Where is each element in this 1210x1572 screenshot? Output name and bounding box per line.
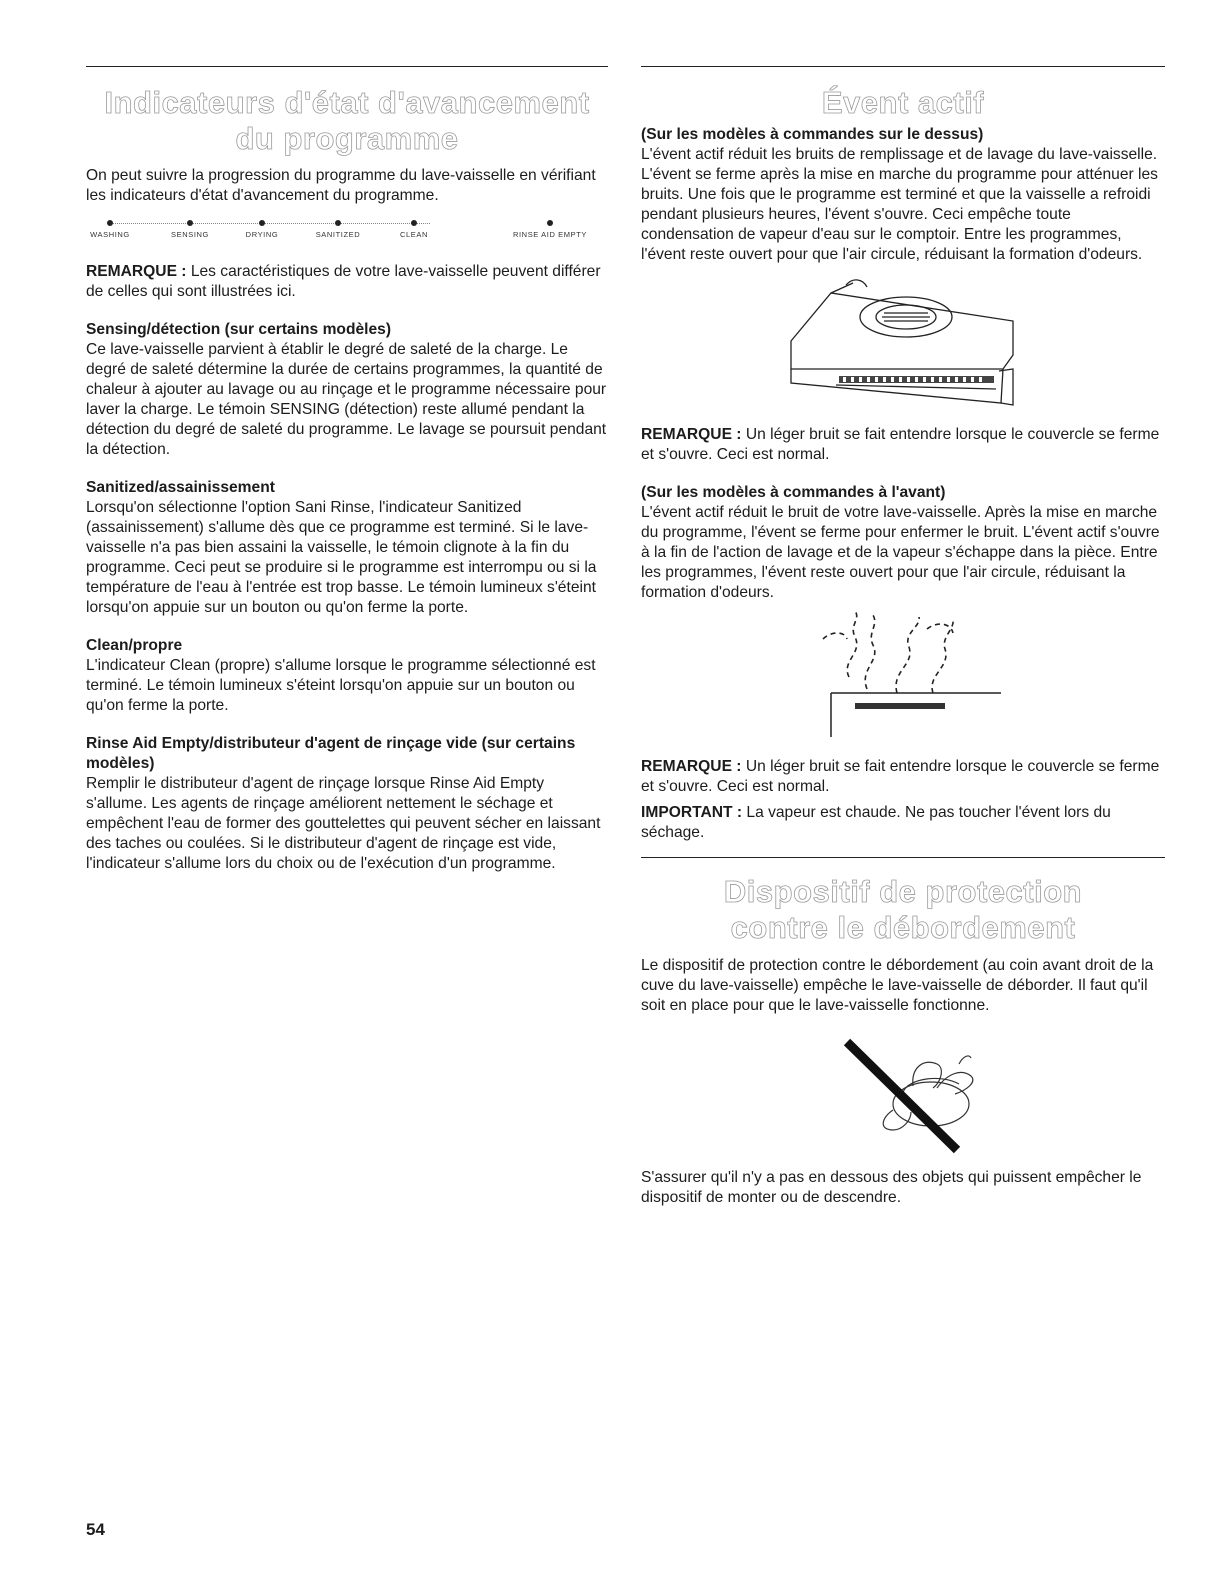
indicator-label: SANITIZED <box>315 230 361 239</box>
clean-heading: Clean/propre <box>86 637 183 654</box>
indicator-label: RINSE AID EMPTY <box>512 230 587 239</box>
remarque-text: Un léger bruit se fait entendre lorsque le couvercle se ferme et s'ouvre. Ceci est normal. <box>641 426 1160 463</box>
overflow-paragraph: Le dispositif de protection contre le débordement (au coin avant droit de la cuve du lave-vaisselle) empêche le lave-vaisselle de déborder. Il faut qu'il soit en place pour que le lave-vaisselle fonctionne. <box>641 957 1154 1014</box>
important-label: IMPORTANT : <box>641 804 743 821</box>
rinse-aid-heading: Rinse Aid Empty/distributeur d'agent de rinçage vide (sur certains modèles) <box>86 735 576 772</box>
section-title-event-actif: Évent actif <box>821 85 985 120</box>
top-controls-heading: (Sur les modèles à commandes sur le dessus) <box>641 126 984 143</box>
indicator-light-icon <box>107 220 113 226</box>
vent-top-illustration <box>641 273 1165 423</box>
indicator-light-icon <box>335 220 341 226</box>
remarque-paragraph-2 <box>641 757 1165 797</box>
remarque-label: REMARQUE : <box>86 263 187 280</box>
prohibited-slash-icon <box>847 1042 957 1150</box>
indicator-label: CLEAN <box>399 230 428 239</box>
indicator-rinse-aid-empty <box>505 220 595 239</box>
indicator-light-icon <box>547 220 553 226</box>
steam-vent-illustration <box>641 609 1165 747</box>
indicator-light-icon <box>187 220 193 226</box>
indicator-light-icon <box>259 220 265 226</box>
top-controls-paragraph: L'évent actif réduit les bruits de remplissage et de lavage du lave-vaisselle. L'évent se ferme après la mise en marche du programme pour atténuer les bruits. Une fois que le programme est terminé et que la vaisselle a refroidi pendant plusieurs heures, l'évent s'ouvre. Ceci empêche toute condensation de vapeur d'eau sur le comptoir. Entre les programmes, l'évent reste ouvert pour que l'air circule, réduisant la formation d'odeurs. <box>641 146 1158 263</box>
section-title-line1: Indicateurs d'état d'avancement <box>104 85 590 120</box>
front-controls-heading: (Sur les modèles à commandes à l'avant) <box>641 484 946 501</box>
indicator-washing <box>65 220 155 239</box>
section-title-line2: du programme <box>235 121 459 156</box>
sanitized-heading: Sanitized/assainissement <box>86 479 275 496</box>
front-controls-paragraph: L'évent actif réduit le bruit de votre lave-vaisselle. Après la mise en marche du programme, l'évent se ferme pour enfermer le bruit. L'évent actif s'ouvre à la fin de l'action de lavage et de la vapeur s'échappe dans la pièce. Entre les programmes, l'évent reste ouvert pour que l'air circule, réduisant la formation d'odeurs. <box>641 504 1160 601</box>
section-title-line1: Dispositif de protection <box>723 874 1083 909</box>
rinse-aid-paragraph: Remplir le distributeur d'agent de rinçage lorsque Rinse Aid Empty s'allume. Les agents de rinçage améliorent nettement le séchage et empêchent l'eau de former des gouttelettes qui peuvent sécher en laissant des taches ou coulées. Si le distributeur d'agent de rinçage est vide, l'indicateur s'allume lors du choix ou de l'exécution d'un programme. <box>86 775 601 872</box>
important-paragraph <box>641 803 1165 843</box>
remarque-label: REMARQUE : <box>641 758 742 775</box>
remarque-paragraph-1 <box>641 425 1165 465</box>
indicator-label: WASHING <box>90 230 130 239</box>
page-number: 54 <box>86 1520 105 1539</box>
indicator-clean <box>369 220 459 239</box>
clean-paragraph: L'indicateur Clean (propre) s'allume lorsque le programme sélectionné est terminé. Le témoin lumineux s'éteint lorsqu'on appuie sur un bouton ou qu'on ferme la porte. <box>86 657 596 714</box>
overflow-float-illustration <box>641 1038 1165 1158</box>
indicator-label: DRYING <box>245 230 279 239</box>
right-column <box>641 66 1165 1208</box>
remarque-paragraph <box>86 262 608 302</box>
overflow-note: S'assurer qu'il n'y a pas en dessous des objets qui puissent empêcher le dispositif de monter ou de descendre. <box>641 1169 1142 1206</box>
left-column <box>86 66 608 874</box>
status-indicator-strip <box>86 220 608 254</box>
sensing-paragraph: Ce lave-vaisselle parvient à établir le degré de saleté de la charge. Le degré de saleté détermine la durée de certains programmes, la quantité de chaleur à ajouter au lavage ou au rinçage et le programme nécessaire pour laver la charge. Le témoin SENSING (détection) reste allumé pendant la détection du degré de saleté du programme. Le lavage se poursuit pendant la détection. <box>86 341 607 458</box>
intro-paragraph: On peut suivre la progression du programme du lave-vaisselle en vérifiant les indicateurs d'état d'avancement du programme. <box>86 167 596 204</box>
remarque-text: Un léger bruit se fait entendre lorsque le couvercle se ferme et s'ouvre. Ceci est normal. <box>641 758 1160 795</box>
remarque-text: Les caractéristiques de votre lave-vaisselle peuvent différer de celles qui sont illustrées ici. <box>86 263 601 300</box>
important-text: La vapeur est chaude. Ne pas toucher l'évent lors du séchage. <box>641 804 1111 841</box>
indicator-label: SENSING <box>171 230 209 239</box>
indicator-light-icon <box>411 220 417 226</box>
section-title-line2: contre le débordement <box>730 910 1076 945</box>
sensing-heading: Sensing/détection (sur certains modèles) <box>86 321 392 338</box>
remarque-label: REMARQUE : <box>641 426 742 443</box>
sanitized-paragraph: Lorsqu'on sélectionne l'option Sani Rinse, l'indicateur Sanitized (assainissement) s'allume dès que ce programme est terminé. Si le lave-vaisselle n'a pas bien assaini la vaisselle, le témoin clignote à la fin du programme. Ceci peut se produire si le programme est interrompu ou si la température de l'eau à l'entrée est trop basse. Le témoin lumineux s'éteint lorsqu'on appuie sur un bouton ou qu'on ferme la porte. <box>86 499 597 616</box>
